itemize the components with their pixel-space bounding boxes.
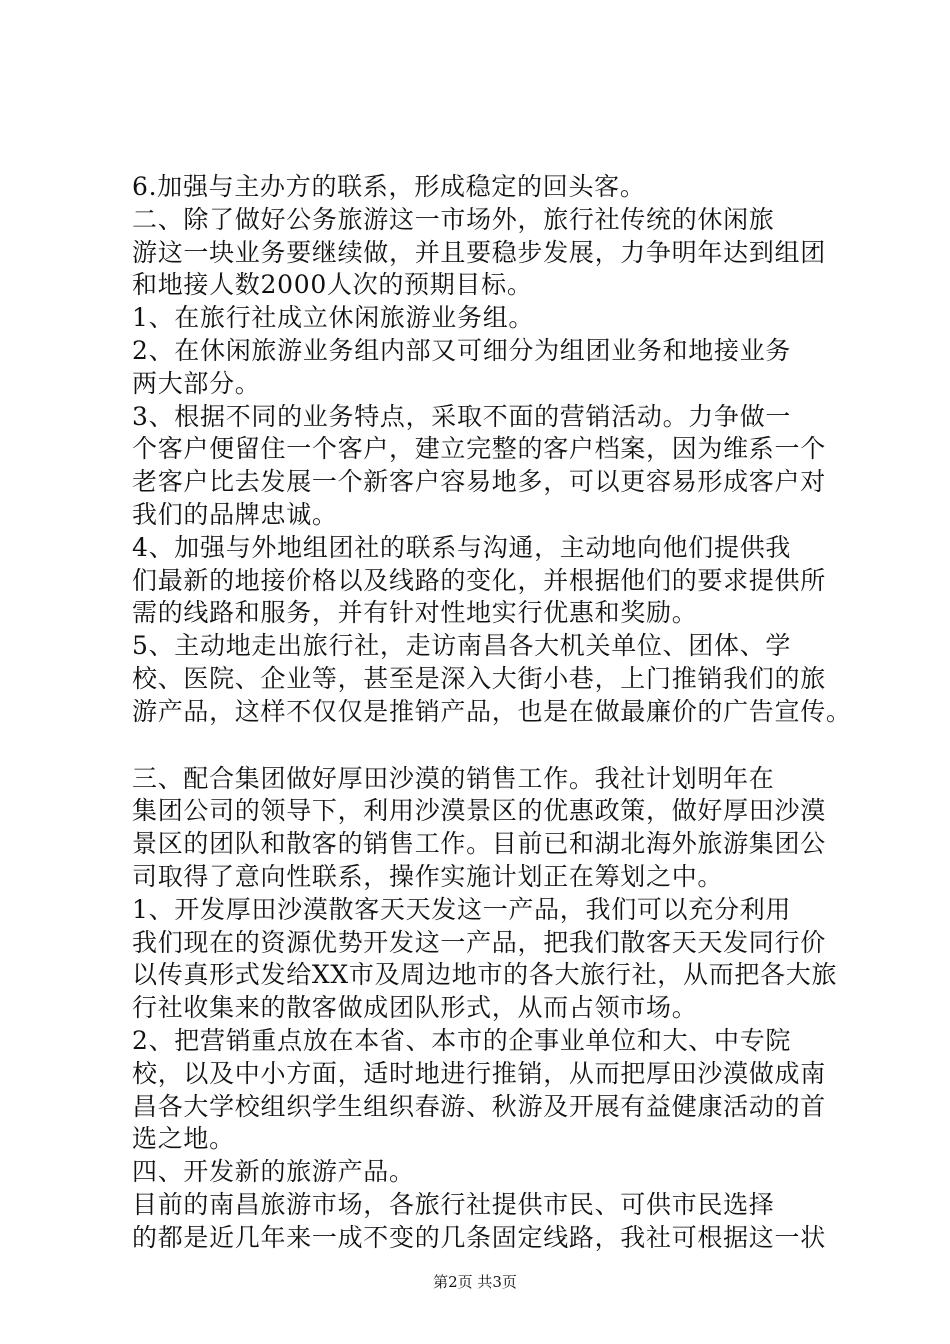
text-line: 的都是近几年来一成不变的几条固定线路，我社可根据这一状 (132, 1222, 826, 1252)
text-line: 司取得了意向性联系，操作实施计划正在筹划之中。 (132, 861, 724, 891)
text-line: 三、配合集团做好厚田沙漠的销售工作。我社计划明年在 (132, 763, 775, 793)
text-line: 二、除了做好公务旅游这一市场外，旅行社传统的休闲旅 (132, 204, 775, 234)
text-line: 目前的南昌旅游市场，各旅行社提供市民、可供市民选择 (132, 1189, 775, 1219)
text-line: 4、加强与外地组团社的联系与沟通，主动地向他们提供我 (132, 532, 792, 562)
text-line: 选之地。 (132, 1124, 235, 1154)
document-body (132, 171, 852, 1255)
text-line: 我们现在的资源优势开发这一产品，把我们散客天天发同行价 (132, 927, 826, 957)
text-line: 们最新的地接价格以及线路的变化，并根据他们的要求提供所 (132, 565, 826, 595)
text-line: 昌各大学校组织学生组织春游、秋游及开展有益健康活动的首 (132, 1091, 826, 1121)
text-line: 校、医院、企业等，甚至是深入大街小巷，上门推销我们的旅 (132, 663, 826, 693)
text-line: 游这一块业务要继续做，并且要稳步发展，力争明年达到组团 (132, 237, 826, 267)
text-line: 集团公司的领导下，利用沙漠景区的优惠政策，做好厚田沙漠 (132, 796, 826, 826)
text-line: 游产品，这样不仅仅是推销产品，也是在做最廉价的广告宣传。 (132, 696, 852, 726)
text-line: 我们的品牌忠诚。 (132, 499, 338, 529)
text-line: 老客户比去发展一个新客户容易地多，可以更容易形成客户对 (132, 467, 826, 497)
text-line: 2、把营销重点放在本省、本市的企事业单位和大、中专院 (132, 1025, 792, 1055)
text-line: 景区的团队和散客的销售工作。目前已和湖北海外旅游集团公 (132, 829, 826, 859)
text-line: 四、开发新的旅游产品。 (132, 1157, 415, 1187)
text-line: 校，以及中小方面，适时地进行推销，从而把厚田沙漠做成南 (132, 1058, 826, 1088)
text-line: 需的线路和服务，并有针对性地实行优惠和奖励。 (132, 598, 698, 628)
paragraph-gap (132, 729, 852, 763)
text-line: 两大部分。 (132, 368, 261, 398)
text-line: 5、主动地走出旅行社，走访南昌各大机关单位、团体、学 (132, 631, 792, 661)
text-line: 行社收集来的散客做成团队形式，从而占领市场。 (132, 993, 698, 1023)
text-line: 1、在旅行社成立休闲旅游业务组。 (132, 303, 535, 333)
text-line: 2、在休闲旅游业务组内部又可细分为组团业务和地接业务 (132, 335, 792, 365)
page-footer: 第2页 共3页 (433, 1273, 517, 1291)
text-line: 3、根据不同的业务特点，采取不面的营销活动。力争做一 (132, 401, 792, 431)
text-line: 个客户便留住一个客户，建立完整的客户档案，因为维系一个 (132, 434, 826, 464)
text-line: 1、开发厚田沙漠散客天天发这一产品，我们可以充分利用 (132, 894, 792, 924)
text-line: 和地接人数2000人次的预期目标。 (132, 270, 533, 300)
text-line: 6.加强与主办方的联系，形成稳定的回头客。 (132, 172, 646, 201)
text-line: 以传真形式发给XX市及周边地市的各大旅行社，从而把各大旅 (132, 960, 838, 990)
